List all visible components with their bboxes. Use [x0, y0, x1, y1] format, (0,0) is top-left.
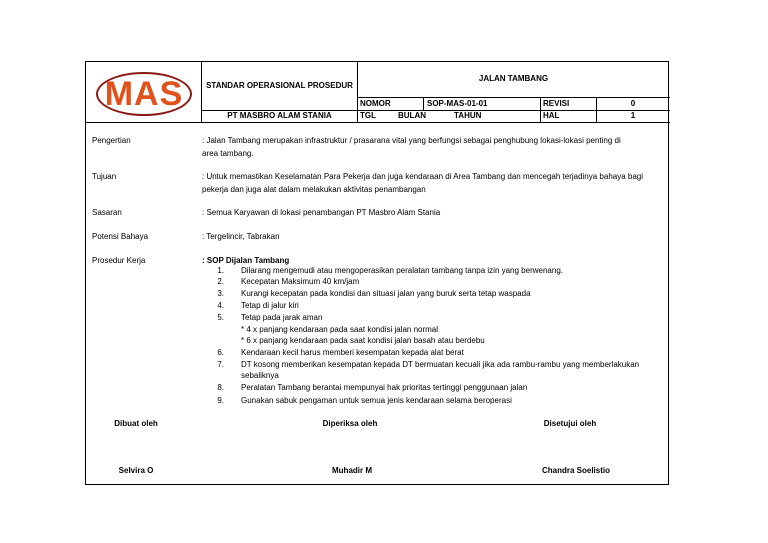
- revisi-value: 0: [630, 99, 636, 108]
- step-text: Kurangi kecepatan pada kondisi dan situasi jalan yang buruk serta tetap waspada: [241, 289, 531, 298]
- step-number: 5.: [217, 313, 224, 322]
- step-number: 1.: [217, 266, 224, 275]
- sasaran-label: Sasaran: [92, 208, 122, 217]
- tujuan-label: Tujuan: [92, 172, 117, 181]
- diperiksa-oleh-name: Muhadir M: [332, 466, 372, 475]
- prosedur-kerja-label: Prosedur Kerja: [92, 256, 146, 265]
- pengertian-value: [202, 135, 664, 159]
- step-text: Dilarang mengemudi atau mengoperasikan peralatan tambang tanpa izin yang berwenang.: [241, 266, 563, 275]
- prosedur-kerja-title: : SOP Dijalan Tambang: [202, 256, 290, 265]
- dibuat-oleh-name: Selvira O: [118, 466, 154, 475]
- hal-label: HAL: [543, 111, 560, 120]
- dibuat-oleh-label: Dibuat oleh: [114, 419, 158, 428]
- tgl-label: TGL: [360, 111, 376, 120]
- step-number: 7.: [217, 360, 224, 369]
- disetujui-oleh-name: Chandra Soelistio: [541, 466, 610, 475]
- bulan-label: BULAN: [398, 111, 426, 120]
- pengertian-label: Pengertian: [92, 136, 131, 145]
- tujuan-line-1: : Untuk memastikan Keselamatan Para Pekerja dan juga kendaraan di Area Tambang dan mencegah terjadinya bahaya bagi: [202, 172, 644, 181]
- pengertian-line-2: area tambang.: [202, 149, 254, 158]
- pengertian-line-1: : Jalan Tambang merupakan infrastruktur / prasarana vital yang berfungsi sebagai penghubung lokasi-lokasi penting di: [202, 136, 621, 145]
- sasaran-value: : Semua Karyawan di lokasi penambangan PT Masbro Alam Stania: [202, 208, 441, 217]
- step-number: 9.: [217, 396, 224, 405]
- logo-text: MAS: [104, 75, 184, 113]
- hal-value: 1: [630, 111, 636, 120]
- document-title: JALAN TAMBANG: [478, 74, 549, 83]
- potensi-bahaya-label: Potensi Bahaya: [92, 232, 149, 241]
- sop-document: [85, 61, 669, 485]
- tahun-label: TAHUN: [454, 111, 482, 120]
- step-text: Kendaraan kecil harus memberi kesempatan kepada alat berat: [241, 348, 464, 357]
- company-name: PT MASBRO ALAM STANIA: [227, 111, 332, 120]
- step-number: 2.: [217, 277, 224, 286]
- step-text: sebaliknya: [241, 371, 279, 380]
- step-text: Tetap pada jarak aman: [241, 313, 323, 322]
- tujuan-line-2: pekerja dan juga alat dalam melakukan aktivitas penambangan: [202, 185, 426, 194]
- step-number: 3.: [217, 289, 224, 298]
- step-text: Kecepatan Maksimum 40 km/jam: [241, 277, 360, 286]
- nomor-label: NOMOR: [360, 99, 391, 108]
- step-text: Tetap di jalur kiri: [241, 301, 299, 310]
- step-text: * 4 x panjang kendaraan pada saat kondisi jalan normal: [241, 325, 439, 334]
- step-text: Gunakan sabuk pengaman untuk semua jenis kendaraan selama beroperasi: [241, 396, 512, 405]
- diperiksa-oleh-label: Diperiksa oleh: [322, 419, 378, 428]
- nomor-value: SOP-MAS-01-01: [427, 99, 488, 108]
- step-text: * 6 x panjang kendaraan pada saat kondisi jalan basah atau berdebu: [241, 336, 485, 345]
- step-number: 6.: [217, 348, 224, 357]
- step-text: DT kosong memberikan kesempatan kepada DT bermuatan kecuali jika ada rambu-rambu yang memberlakukan: [241, 360, 640, 369]
- step-number: 8.: [217, 383, 224, 392]
- potensi-bahaya-value: : Tergelincir, Tabrakan: [202, 232, 280, 241]
- revisi-label: REVISI: [543, 99, 570, 108]
- tujuan-value: [202, 171, 664, 195]
- step-number: 4.: [217, 301, 224, 310]
- sop-title: STANDAR OPERASIONAL PROSEDUR: [206, 81, 353, 90]
- company-logo: [96, 72, 192, 116]
- step-text: Peralatan Tambang berantai mempunyai hak prioritas tertinggi penggunaan jalan: [241, 383, 528, 392]
- disetujui-oleh-label: Disetujui oleh: [543, 419, 597, 428]
